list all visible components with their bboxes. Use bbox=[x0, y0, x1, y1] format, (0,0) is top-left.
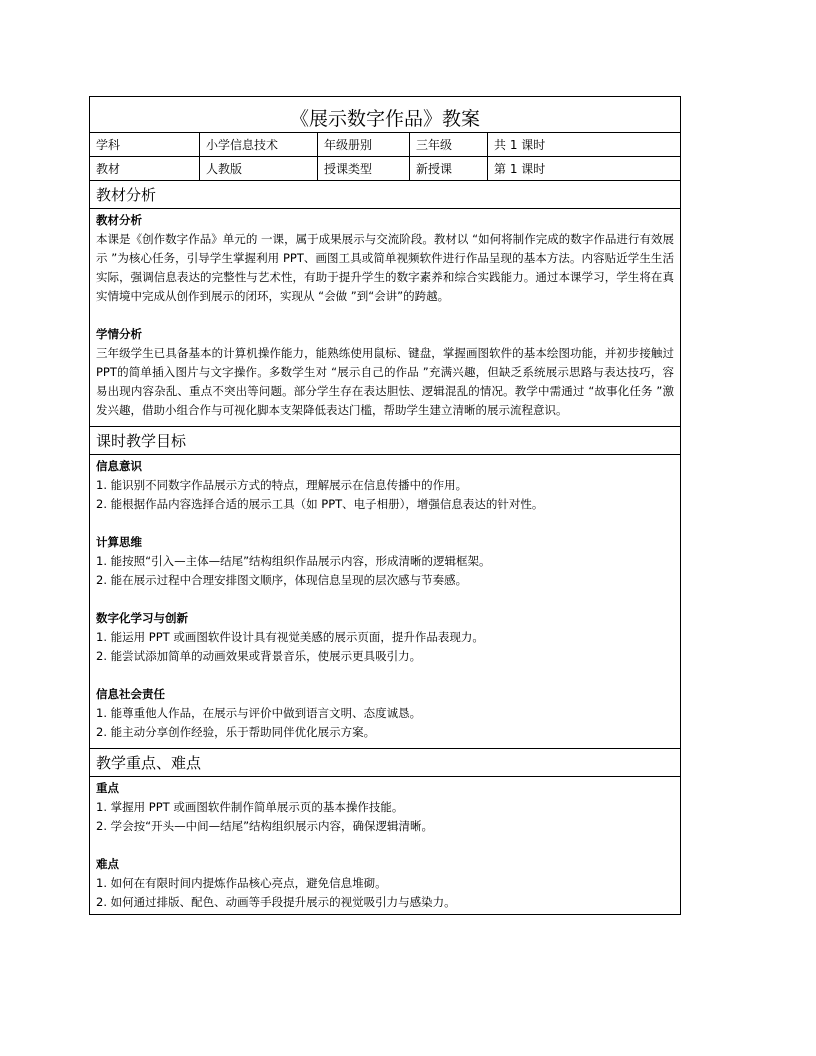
info-cell: 学科 bbox=[90, 133, 200, 156]
info-cell: 三年级 bbox=[410, 133, 488, 156]
info-cell: 教材 bbox=[90, 157, 200, 180]
info-cell: 新授课 bbox=[410, 157, 488, 180]
list-item: 2. 学会按“开头—中间—结尾”结构组织展示内容，确保逻辑清晰。 bbox=[96, 819, 434, 833]
section-heading-textbook-analysis: 教材分析 bbox=[90, 181, 680, 209]
list-item: 2. 能根据作品内容选择合适的展示工具（如 PPT、电子相册），增强信息表达的针对性。 bbox=[96, 497, 544, 511]
info-cell: 共 1 课时 bbox=[494, 138, 546, 152]
list-item: 2. 能在展示过程中合理安排图文顺序，体现信息呈现的层次感与节奏感。 bbox=[96, 573, 468, 587]
list-item: 2. 如何通过排版、配色、动画等手段提升展示的视觉吸引力与感染力。 bbox=[96, 895, 456, 909]
info-cell: 人教版 bbox=[200, 157, 318, 180]
list-item: 2. 能主动分享创作经验，乐于帮助同伴优化展示方案。 bbox=[96, 725, 376, 739]
list-item: 1. 能识别不同数字作品展示方式的特点，理解展示在信息传播中的作用。 bbox=[96, 478, 468, 492]
document-title: 《展示数字作品》教案 bbox=[90, 97, 680, 133]
list-item: 2. 能尝试添加简单的动画效果或背景音乐，使展示更具吸引力。 bbox=[96, 649, 422, 663]
info-cell: 小学信息技术 bbox=[200, 133, 318, 156]
subheading: 难点 bbox=[96, 857, 119, 871]
info-cell: 年级册别 bbox=[318, 133, 410, 156]
info-row-2 bbox=[90, 157, 680, 181]
section-body-key-points bbox=[90, 777, 680, 914]
subheading: 重点 bbox=[96, 781, 119, 795]
subheading: 数字化学习与创新 bbox=[96, 611, 188, 625]
section-body-objectives bbox=[90, 455, 680, 749]
subheading: 计算思维 bbox=[96, 535, 142, 549]
list-item: 1. 能尊重他人作品，在展示与评价中做到语言文明、态度诚恳。 bbox=[96, 706, 422, 720]
paragraph: 三年级学生已具备基本的计算机操作能力，能熟练使用鼠标、键盘，掌握画图软件的基本绘图功能，并初步接触过 PPT的简单插入图片与文字操作。多数学生对 “展示自己的作品 ”充满兴趣，但缺乏系统展示思路与表达技巧，容易出现内容杂乱、重点不突出等问题。部分学生存在表达胆怯、逻辑混乱的情况。教学中需通过 “故事化任务 ”激发兴趣，借助小组合作与可视化脚本支架降低表达门槛，帮助学生建立清晰的展示流程意识。 bbox=[96, 346, 674, 417]
subheading: 教材分析 bbox=[96, 213, 142, 227]
list-item: 1. 掌握用 PPT 或画图软件制作简单展示页的基本操作技能。 bbox=[96, 800, 404, 814]
info-row-1 bbox=[90, 133, 680, 157]
subheading: 学情分析 bbox=[96, 327, 142, 341]
section-body-textbook-analysis bbox=[90, 209, 680, 427]
paragraph: 本课是《创作数字作品》单元的 一课，属于成果展示与交流阶段。教材以 “如何将制作完成的数字作品进行有效展示 ”为核心任务，引导学生掌握利用 PPT、画图工具或简单视频软件进行作品呈现的基本方法。内容贴近学生生活实际，强调信息表达的完整性与艺术性，有助于提升学生的数字素养和综合实践能力。通过本课学习，学生将在真实情境中完成从创作到展示的闭环，实现从 “会做 ”到“会讲”的跨越。 bbox=[96, 232, 674, 303]
list-item: 1. 能运用 PPT 或画图软件设计具有视觉美感的展示页面，提升作品表现力。 bbox=[96, 630, 484, 644]
section-heading-key-points: 教学重点、难点 bbox=[90, 749, 680, 777]
lesson-plan-document bbox=[89, 96, 681, 915]
subheading: 信息意识 bbox=[96, 459, 142, 473]
list-item: 1. 如何在有限时间内提炼作品核心亮点，避免信息堆砌。 bbox=[96, 876, 387, 890]
section-heading-objectives: 课时教学目标 bbox=[90, 427, 680, 455]
info-cell: 授课类型 bbox=[318, 157, 410, 180]
subheading: 信息社会责任 bbox=[96, 687, 165, 701]
info-cell: 第 1 课时 bbox=[494, 162, 546, 176]
list-item: 1. 能按照“引入—主体—结尾”结构组织作品展示内容，形成清晰的逻辑框架。 bbox=[96, 554, 491, 568]
